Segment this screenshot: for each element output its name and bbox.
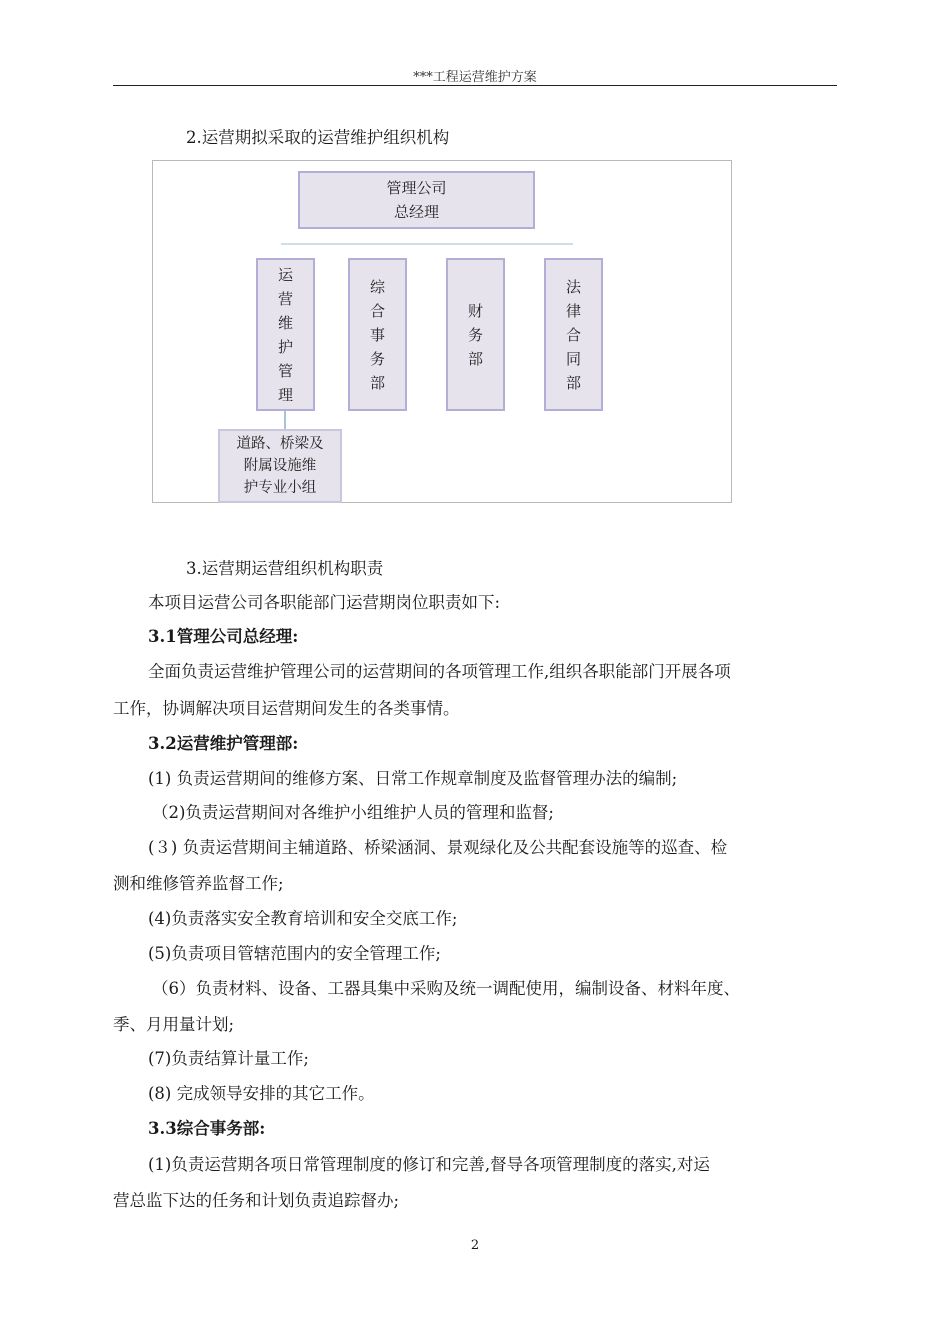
org-char: 部 xyxy=(369,373,385,392)
s32-title: 3.2运营维护管理部: xyxy=(148,734,299,753)
org-box-legal-contracts xyxy=(544,258,603,411)
s32-item6-line1: （6）负责材料、设备、工器具集中采购及统一调配使用，编制设备、材料年度、 xyxy=(152,979,740,998)
s32-item5: (5)负责项目管辖范围内的安全管理工作; xyxy=(148,944,441,963)
org-box-finance xyxy=(446,258,505,411)
s31-title: 3.1管理公司总经理: xyxy=(148,627,299,646)
org-subgroup-line: 护专业小组 xyxy=(243,480,317,496)
s31-text-line2: 工作，协调解决项目运营期间发生的各类事情。 xyxy=(113,699,460,718)
s32-item4: (4)负责落实安全教育培训和安全交底工作; xyxy=(148,909,458,928)
s32-item8: (8) 完成领导安排的其它工作。 xyxy=(148,1084,375,1103)
org-box-general-affairs xyxy=(348,258,407,411)
org-char: 部 xyxy=(565,373,581,392)
section2-heading: 2.运营期拟采取的运营维护组织机构 xyxy=(186,128,450,147)
section3-heading: 3.运营期运营组织机构职责 xyxy=(186,559,384,578)
s33-title: 3.3综合事务部: xyxy=(148,1119,266,1138)
org-char: 营 xyxy=(277,289,293,308)
org-char: 部 xyxy=(467,349,483,368)
s32-item1: (1) 负责运营期间的维修方案、日常工作规章制度及监督管理办法的编制; xyxy=(148,769,678,788)
org-box-maintenance-team xyxy=(218,429,342,503)
org-connector-vertical xyxy=(284,411,286,429)
org-box-ops-maintenance xyxy=(256,258,315,411)
org-char: 同 xyxy=(565,349,581,368)
s32-item6-line2: 季、月用量计划; xyxy=(113,1015,235,1034)
page-number: 2 xyxy=(470,1238,480,1253)
header-rule xyxy=(113,85,837,86)
s31-text-line1: 全面负责运营维护管理公司的运营期间的各项管理工作,组织各职能部门开展各项 xyxy=(148,662,731,681)
org-char: 事 xyxy=(369,325,385,344)
org-char: 合 xyxy=(565,325,581,344)
org-char: 运 xyxy=(277,265,293,284)
org-box-general-manager-line1: 管理公司 xyxy=(386,179,447,197)
org-char: 律 xyxy=(565,301,581,320)
org-char: 理 xyxy=(277,385,293,404)
org-chart xyxy=(152,160,732,503)
intro-paragraph: 本项目运营公司各职能部门运营期岗位职责如下: xyxy=(148,593,501,612)
org-connector-horizontal xyxy=(281,243,573,245)
org-char: 法 xyxy=(565,277,581,296)
org-char: 务 xyxy=(369,349,385,368)
org-char: 管 xyxy=(277,361,293,380)
org-char: 财 xyxy=(467,301,483,320)
s32-item3-line2: 测和维修管养监督工作; xyxy=(113,874,284,893)
s33-item1-line2: 营总监下达的任务和计划负责追踪督办; xyxy=(113,1191,400,1210)
header-title: ***工程运营维护方案 xyxy=(413,70,537,85)
s32-item7: (7)负责结算计量工作; xyxy=(148,1049,309,1068)
s33-item1-line1: (1)负责运营期各项日常管理制度的修订和完善,督导各项管理制度的落实,对运 xyxy=(148,1155,710,1174)
org-char: 维 xyxy=(277,313,293,332)
s32-item3-line1: (３) 负责运营期间主辅道路、桥梁涵洞、景观绿化及公共配套设施等的巡查、检 xyxy=(148,838,728,857)
org-char: 护 xyxy=(277,337,293,356)
org-char: 合 xyxy=(369,301,385,320)
org-char: 务 xyxy=(467,325,483,344)
org-char: 综 xyxy=(369,277,385,296)
org-subgroup-line: 附属设施维 xyxy=(243,458,317,474)
org-box-general-manager xyxy=(298,171,535,229)
org-box-general-manager-line2: 总经理 xyxy=(393,203,439,221)
org-subgroup-line: 道路、桥梁及 xyxy=(236,436,324,452)
s32-item2: （2)负责运营期间对各维护小组维护人员的管理和监督; xyxy=(152,803,554,822)
